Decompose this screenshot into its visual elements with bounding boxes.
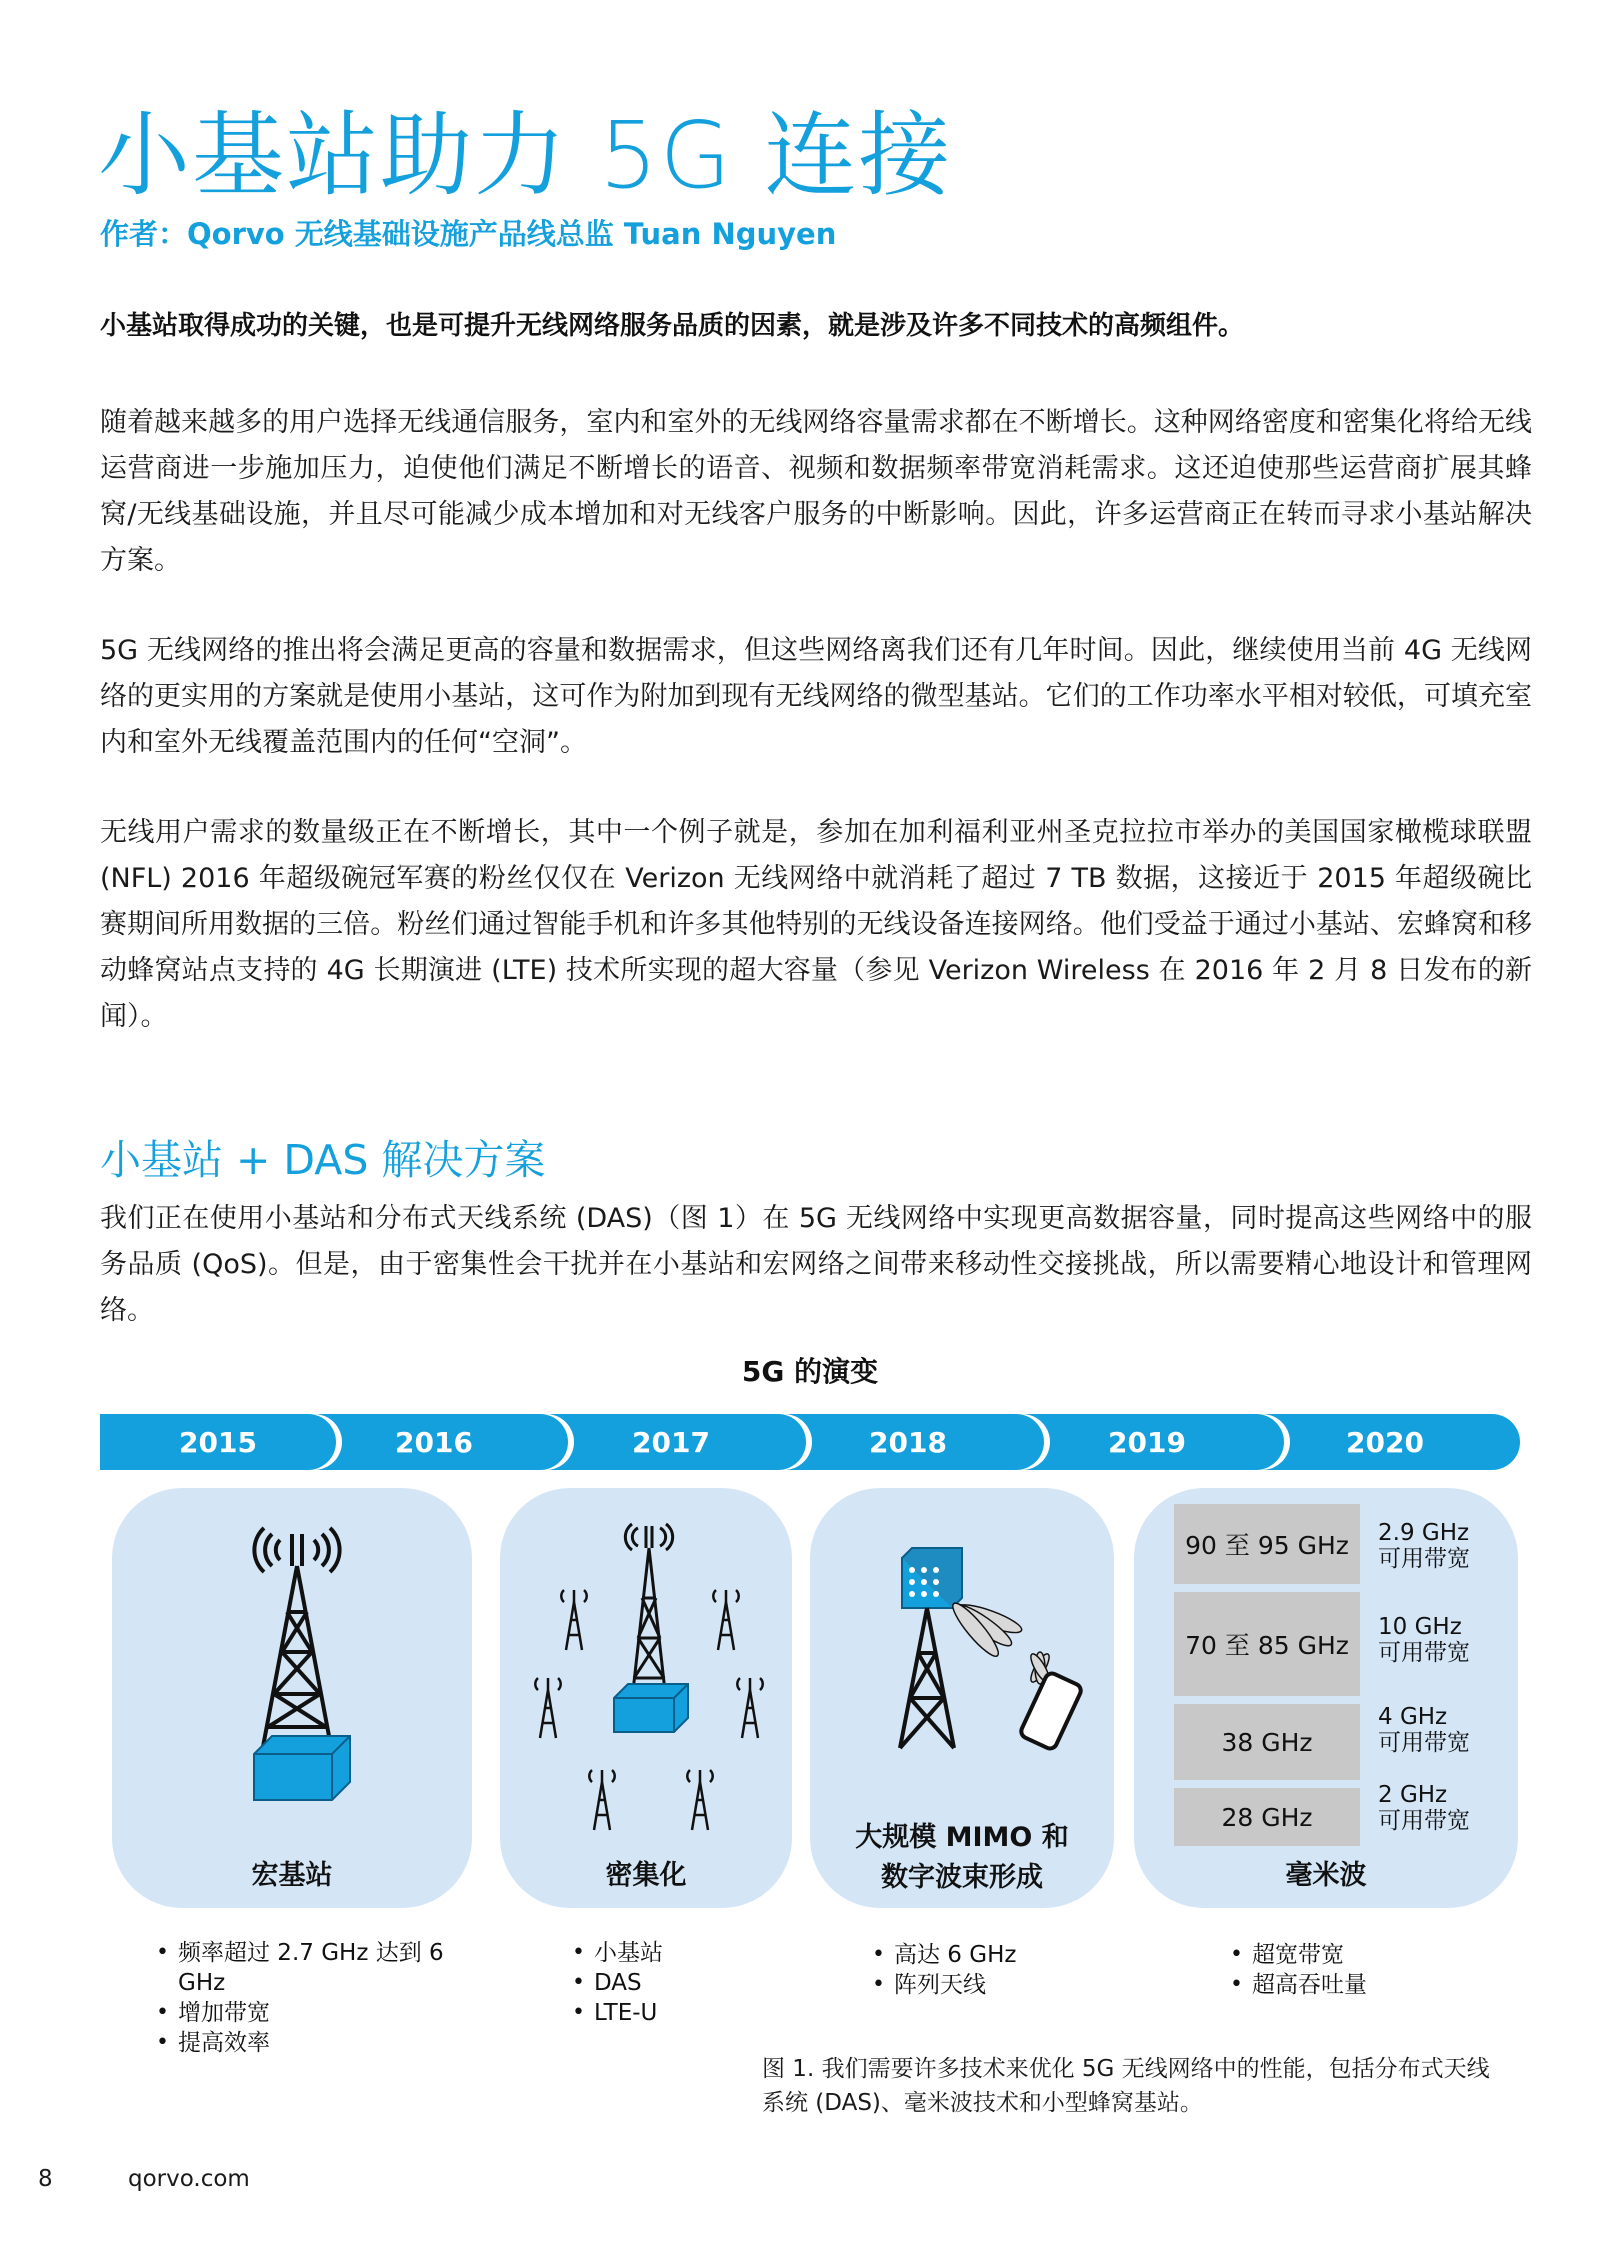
band-28: 28 GHz — [1174, 1788, 1360, 1846]
panel-mimo-label: 大规模 MIMO 和 — [855, 1822, 1069, 1853]
page-number: 8 — [38, 2166, 53, 2192]
panel-mmwave-label: 毫米波 — [1285, 1860, 1367, 1891]
band-70-85: 70 至 85 GHz — [1174, 1592, 1360, 1696]
panel-mimo — [810, 1488, 1114, 1908]
list-item: • 频率超过 2.7 GHz 达到 6 GHz — [156, 1938, 446, 1998]
equipment-box-icon — [252, 1732, 352, 1802]
year-2017: 2017 — [536, 1414, 806, 1470]
band-38: 38 GHz — [1174, 1704, 1360, 1780]
band-70-85-bw: 10 GHz 可用带宽 — [1378, 1614, 1470, 1666]
band-28-bw: 2 GHz 可用带宽 — [1378, 1782, 1470, 1834]
bullets-mmwave — [1230, 1940, 1470, 2000]
section-heading: 小基站 + DAS 解决方案 — [100, 1136, 546, 1184]
mimo-antenna-icon — [890, 1548, 1110, 1788]
year-2018: 2018 — [772, 1414, 1044, 1470]
band-90-95: 90 至 95 GHz — [1174, 1504, 1360, 1584]
band-38-bw: 4 GHz 可用带宽 — [1378, 1704, 1470, 1756]
list-item: • 超高吞吐量 — [1230, 1970, 1470, 2000]
paragraph-2: 5G 无线网络的推出将会满足更高的容量和数据需求，但这些网络离我们还有几年时间。因此，继续使用当前 4G 无线网络的更实用的方案就是使用小基站，这可作为附加到现有无线网络的微型基站。它们的工作功率水平相对较低，可填充室内和室外无线覆盖范围内的任何“空洞”。 — [100, 635, 1532, 758]
bullets-densification — [572, 1938, 772, 2028]
bullets-mimo — [872, 1940, 1092, 2000]
paragraph-3: 无线用户需求的数量级正在不断增长，其中一个例子就是，参加在加利福利亚州圣克拉拉市举办的美国国家橄榄球联盟 (NFL) 2016 年超级碗冠军赛的粉丝仅仅在 Verizon 无线网络中就消耗了超过 7 TB 数据，这接近于 2015 年超级碗比赛期间所用数据的三倍。粉丝们通过智能手机和许多其他特别的无线设备连接网络。他们受益于通过小基站、宏蜂窝和移动蜂窝站点支持的 4G 长期演进 (LTE) 技术所实现的超大容量（参见 Verizon Wireless 在 2016 年 2 月 8 日发布的新闻）。 — [100, 817, 1533, 1032]
densification-icon — [534, 1518, 764, 1838]
footer-site-link[interactable]: qorvo.com — [128, 2166, 250, 2192]
list-item: • 提高效率 — [156, 2028, 446, 2058]
figure-caption: 图 1. 我们需要许多技术来优化 5G 无线网络中的性能，包括分布式天线系统 (DAS)、毫米波技术和小型蜂窝基站。 — [762, 2056, 1490, 2116]
list-item: • 增加带宽 — [156, 1998, 446, 2028]
figure-title: 5G 的演变 — [741, 1355, 879, 1388]
year-2016: 2016 — [300, 1414, 568, 1470]
list-item: • 高达 6 GHz — [872, 1940, 1092, 1970]
list-item: • 超宽带宽 — [1230, 1940, 1470, 1970]
list-item: • DAS — [572, 1968, 772, 1998]
timeline-bar — [100, 1414, 1520, 1474]
bullets-macro — [156, 1938, 446, 2058]
panel-densification-label: 密集化 — [605, 1860, 687, 1891]
list-item: • 阵列天线 — [872, 1970, 1092, 2000]
year-2015: 2015 — [100, 1414, 336, 1470]
panel-macro-label: 宏基站 — [251, 1860, 333, 1891]
panel-mmwave — [1134, 1488, 1518, 1908]
panel-mimo-label-2: 数字波束形成 — [881, 1862, 1043, 1893]
author-byline: 作者：Qorvo 无线基础设施产品线总监 Tuan Nguyen — [100, 217, 837, 251]
page-title: 小基站助力 5G 连接 — [98, 102, 953, 209]
year-2019: 2019 — [1010, 1414, 1284, 1470]
panel-macro — [112, 1488, 472, 1908]
list-item: • LTE-U — [572, 1998, 772, 2028]
lead-sentence: 小基站取得成功的关键，也是可提升无线网络服务品质的因素，就是涉及许多不同技术的高频组件。 — [100, 311, 1245, 341]
section-paragraph: 我们正在使用小基站和分布式天线系统 (DAS)（图 1）在 5G 无线网络中实现更高数据容量，同时提高这些网络中的服务品质 (QoS)。但是，由于密集性会干扰并在小基站和宏网络之间带来移动性交接挑战，所以需要精心地设计和管理网络。 — [100, 1203, 1532, 1326]
paragraph-1: 随着越来越多的用户选择无线通信服务，室内和室外的无线网络容量需求都在不断增长。这种网络密度和密集化将给无线运营商进一步施加压力，迫使他们满足不断增长的语音、视频和数据频率带宽消耗需求。这还迫使那些运营商扩展其蜂窝/无线基础设施，并且尽可能减少成本增加和对无线客户服务的中断影响。因此，许多运营商正在转而寻求小基站解决方案。 — [100, 407, 1532, 576]
panel-densification — [500, 1488, 792, 1908]
year-2020: 2020 — [1250, 1414, 1520, 1470]
list-item: • 小基站 — [572, 1938, 772, 1968]
band-90-95-bw: 2.9 GHz 可用带宽 — [1378, 1520, 1470, 1572]
